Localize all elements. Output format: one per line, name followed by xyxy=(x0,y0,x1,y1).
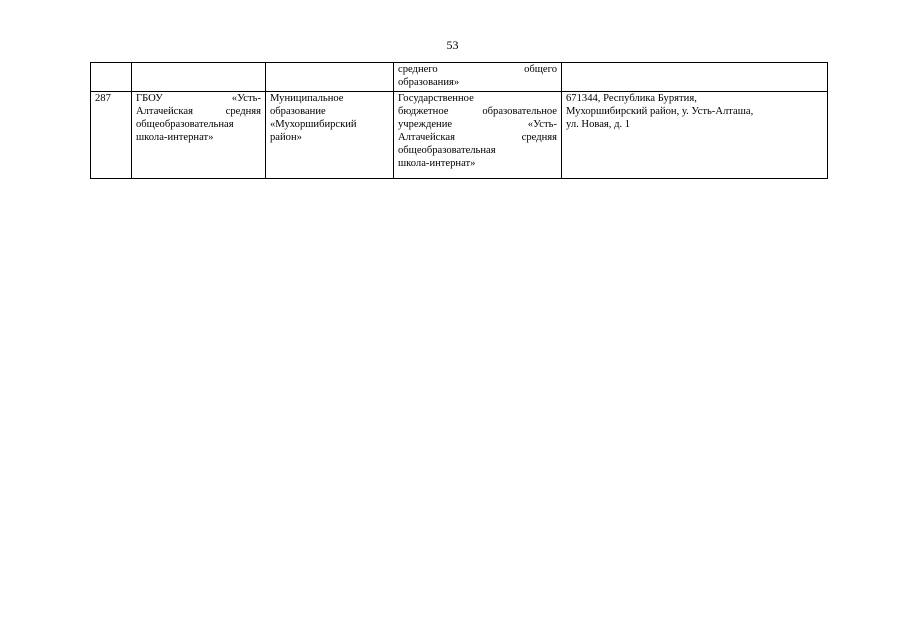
cell-full-name xyxy=(394,63,562,92)
full-name-line: Алтачейская средняя xyxy=(398,132,557,143)
founder-line: Муниципальное xyxy=(270,93,344,104)
cell-founder xyxy=(266,63,394,92)
cell-address xyxy=(562,92,828,179)
founder-line: район» xyxy=(270,132,302,143)
page-number: 53 xyxy=(446,38,459,52)
table-row xyxy=(91,63,828,92)
short-name-line: ГБОУ «Усть- xyxy=(136,93,261,104)
cell-founder xyxy=(266,92,394,179)
address-line: 671344, Республика Бурятия, xyxy=(566,93,697,104)
cell-short-name xyxy=(132,63,266,92)
cell-number xyxy=(91,63,132,92)
cell-number: 287 xyxy=(91,92,132,179)
short-name-line: школа-интернат» xyxy=(136,132,214,143)
short-name-line: общеобразовательная xyxy=(136,119,234,130)
full-name-line: среднего общего xyxy=(398,64,557,75)
registry-table xyxy=(90,62,828,179)
founder-line: образование xyxy=(270,106,326,117)
cell-address xyxy=(562,63,828,92)
address-line: Мухоршибирский район, у. Усть-Алташа, xyxy=(566,106,754,117)
full-name-line: учреждение «Усть- xyxy=(398,119,557,130)
full-name-line: образования» xyxy=(398,77,460,88)
table-row xyxy=(91,92,828,179)
address-line: ул. Новая, д. 1 xyxy=(566,119,631,130)
full-name-line: бюджетное образовательное xyxy=(398,106,557,117)
cell-full-name xyxy=(394,92,562,179)
full-name-line: общеобразовательная xyxy=(398,145,496,156)
short-name-line: Алтачейская средняя xyxy=(136,106,261,117)
full-name-line: Государственное xyxy=(398,93,474,104)
founder-line: «Мухоршибирский xyxy=(270,119,357,130)
full-name-line: школа-интернат» xyxy=(398,158,476,169)
cell-short-name xyxy=(132,92,266,179)
